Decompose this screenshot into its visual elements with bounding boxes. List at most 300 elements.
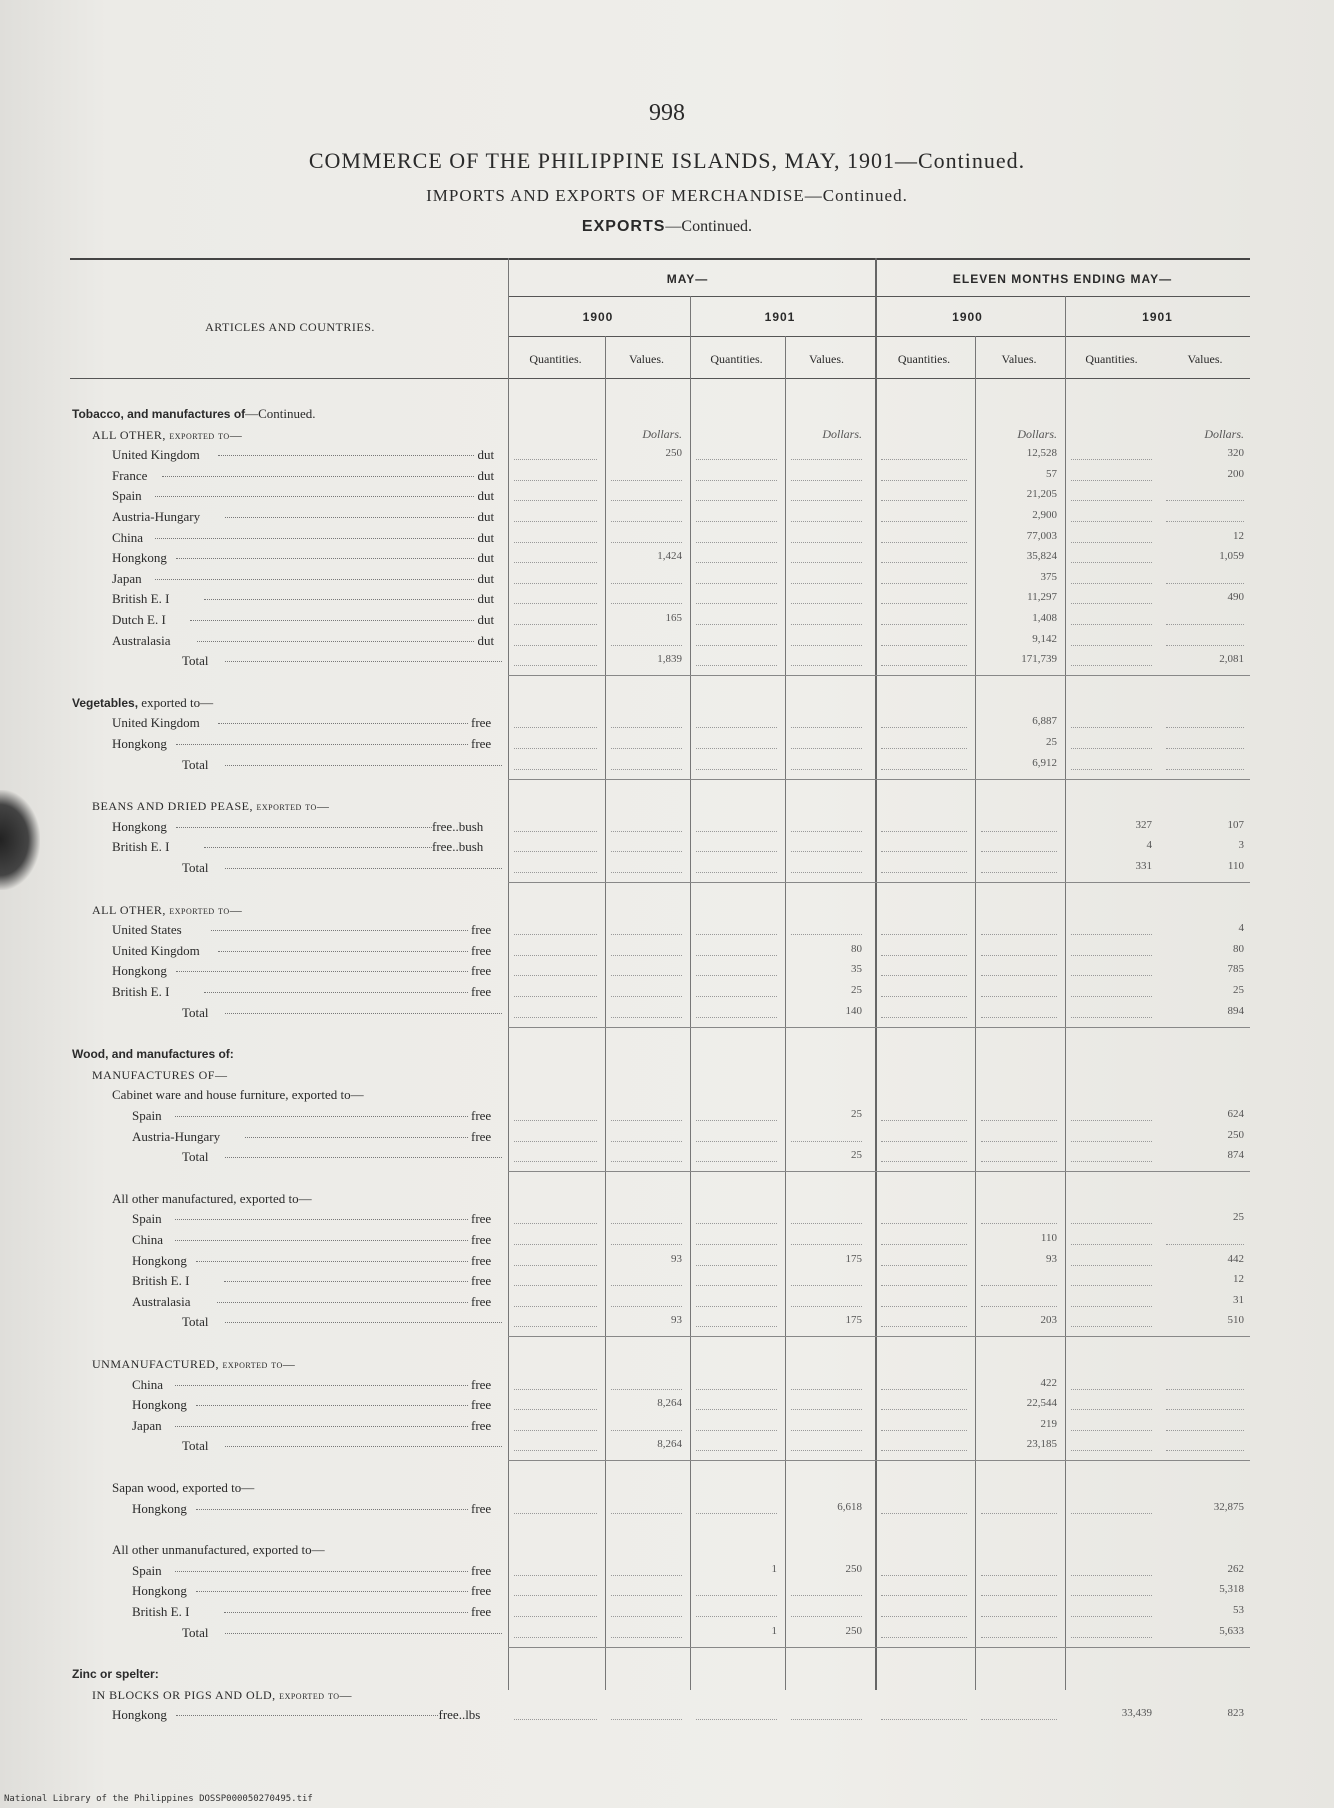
cell-leader-dots [696, 1719, 777, 1720]
table-cell: 1,408 [1032, 612, 1057, 624]
cell-leader-dots [696, 1430, 777, 1431]
row-label: British E. I [112, 591, 170, 607]
table-row [72, 920, 1252, 940]
cell-leader-dots [791, 1285, 862, 1286]
row-unit: dut [477, 488, 495, 504]
row-label-suffix: exported to— [138, 694, 214, 710]
cell-leader-dots [1071, 1265, 1152, 1266]
row-unit: free [471, 1232, 492, 1247]
row-label: China [132, 1376, 164, 1392]
row-unit: free [471, 736, 492, 751]
cell-leader-dots [611, 1017, 682, 1018]
row-unit: free [471, 1211, 492, 1227]
cell-leader-dots [514, 1409, 597, 1410]
table-cell: 140 [845, 1004, 862, 1017]
cell-leader-dots [514, 1389, 597, 1390]
cell-leader-dots [696, 1141, 777, 1142]
cell-leader-dots [881, 1120, 967, 1121]
cell-leader-dots [696, 1017, 777, 1018]
row-label: Sapan wood, exported to— [112, 1480, 255, 1495]
cell-leader-dots [696, 996, 777, 997]
table-row [72, 1065, 1252, 1085]
row-unit: free [471, 1376, 492, 1392]
table-row [72, 1044, 1252, 1064]
table-row [72, 734, 1252, 754]
cell-leader-dots [696, 1389, 777, 1390]
row-label: Spain [112, 488, 142, 504]
leader-dots [176, 1715, 438, 1716]
cell-leader-dots [881, 996, 967, 997]
cell-leader-dots [611, 872, 682, 873]
table-cell: 200 [1227, 467, 1244, 480]
table-cell: 175 [845, 1252, 862, 1265]
cell-leader-dots [696, 831, 777, 832]
leader-dots [218, 455, 474, 456]
cell-leader-dots [1166, 727, 1244, 728]
row-label: ALL OTHER, exported to— [92, 427, 243, 442]
table-cell: 262 [1227, 1562, 1244, 1575]
cell-leader-dots [611, 1244, 682, 1245]
table-cell: 320 [1227, 447, 1244, 460]
cell-leader-dots [881, 769, 967, 770]
total-rule [508, 1336, 1250, 1337]
header-year-1: 1900 [582, 310, 614, 324]
cell-leader-dots [1166, 1244, 1244, 1245]
cell-leader-dots [514, 1326, 597, 1327]
table-row [72, 1106, 1252, 1126]
leader-dots [155, 579, 474, 580]
table-cell: 25 [1233, 984, 1244, 996]
header-eleven-months: ELEVEN MONTHS ENDING MAY— [952, 272, 1173, 286]
cell-leader-dots [611, 1430, 682, 1431]
cell-leader-dots [514, 1575, 597, 1576]
leader-dots [175, 1426, 468, 1427]
table-row [72, 631, 1252, 651]
cell-leader-dots [1166, 645, 1244, 646]
table-cell: 6,618 [837, 1500, 862, 1513]
row-unit: free..lbs [438, 1707, 481, 1723]
row-label: Total [182, 860, 209, 875]
leader-dots [197, 641, 474, 642]
row-unit: free [471, 1128, 492, 1144]
cell-leader-dots [611, 955, 682, 956]
cell-leader-dots [981, 1223, 1057, 1224]
row-label: UNMANUFACTURED, exported to— [92, 1357, 296, 1371]
row-label: Australasia [132, 1293, 191, 1309]
leader-dots [196, 1261, 468, 1262]
cell-leader-dots [611, 1120, 682, 1121]
row-label: ALL OTHER, exported to— [92, 902, 243, 917]
table-row [72, 796, 1252, 816]
table-cell: 165 [665, 612, 682, 624]
cell-leader-dots [696, 645, 777, 646]
cell-leader-dots [514, 603, 597, 604]
table-cell: 12,528 [1026, 447, 1057, 460]
cell-leader-dots [696, 1450, 777, 1451]
table-row [72, 1375, 1252, 1395]
table-cell: 250 [845, 1562, 862, 1575]
cell-leader-dots [514, 624, 597, 625]
column-header: Values. [1001, 352, 1037, 366]
cell-leader-dots [881, 1719, 967, 1720]
leader-dots [218, 723, 468, 724]
table-row [72, 1499, 1252, 1519]
cell-leader-dots [791, 1244, 862, 1245]
table-cell: 25 [1233, 1211, 1244, 1224]
cell-leader-dots [696, 1161, 777, 1162]
cell-leader-dots [696, 583, 777, 584]
cell-leader-dots [981, 1120, 1057, 1121]
row-unit: free..bush [432, 839, 484, 855]
cell-leader-dots [981, 1285, 1057, 1286]
cell-leader-dots [611, 1637, 682, 1638]
cell-leader-dots [514, 934, 597, 935]
leader-dots [224, 1612, 468, 1613]
cell-leader-dots [696, 851, 777, 852]
cell-leader-dots [514, 975, 597, 976]
cell-leader-dots [514, 645, 597, 646]
cell-leader-dots [1071, 645, 1152, 646]
cell-leader-dots [881, 1223, 967, 1224]
cell-leader-dots [1071, 955, 1152, 956]
header-articles: ARTICLES AND COUNTRIES. [205, 320, 375, 334]
cell-leader-dots [881, 1244, 967, 1245]
leader-dots [225, 1446, 502, 1447]
row-label: Total [182, 1624, 209, 1640]
row-unit: free [471, 1397, 492, 1413]
table-row [72, 900, 1252, 920]
table-row [72, 1664, 1252, 1684]
cell-leader-dots [1071, 1120, 1152, 1121]
leader-dots [155, 496, 474, 497]
cell-leader-dots [514, 542, 597, 543]
table-cell: 1,059 [1219, 550, 1244, 563]
table-top-rule [70, 258, 1250, 260]
table-cell: 250 [845, 1624, 862, 1637]
table-row [72, 1581, 1252, 1601]
cell-leader-dots [791, 500, 862, 501]
cell-leader-dots [881, 665, 967, 666]
cell-leader-dots [611, 1616, 682, 1617]
table-cell: 33,439 [1121, 1707, 1152, 1720]
cell-leader-dots [514, 1595, 597, 1596]
cell-leader-dots [1166, 1450, 1244, 1451]
row-label: United Kingdom [112, 715, 200, 731]
table-row [72, 1085, 1252, 1105]
cell-leader-dots [1071, 1389, 1152, 1390]
row-label: British E. I [112, 839, 170, 855]
cell-leader-dots [1071, 1161, 1152, 1162]
cell-leader-dots [881, 1265, 967, 1266]
table-cell: 823 [1227, 1707, 1244, 1720]
cell-leader-dots [881, 1409, 967, 1410]
cell-leader-dots [1071, 480, 1152, 481]
cell-leader-dots [611, 934, 682, 935]
cell-leader-dots [1071, 1223, 1152, 1224]
row-label: Total [182, 1004, 209, 1020]
cell-leader-dots [881, 1306, 967, 1307]
cell-leader-dots [514, 769, 597, 770]
cell-leader-dots [981, 1513, 1057, 1514]
row-label: China [112, 529, 144, 545]
cell-leader-dots [981, 851, 1057, 852]
row-label: Total [182, 1314, 209, 1330]
cell-leader-dots [696, 500, 777, 501]
header-year-4: 1901 [1142, 310, 1173, 324]
cell-leader-dots [791, 1595, 862, 1596]
row-unit: free [471, 1293, 492, 1309]
cell-leader-dots [696, 624, 777, 625]
leader-dots [224, 1281, 468, 1282]
table-cell: Dollars. [1204, 426, 1244, 441]
cell-leader-dots [1071, 1616, 1152, 1617]
table-cell: 25 [851, 984, 862, 996]
cell-leader-dots [791, 1719, 862, 1720]
cell-leader-dots [611, 1161, 682, 1162]
table-cell: 32,875 [1213, 1500, 1244, 1513]
cell-leader-dots [514, 1223, 597, 1224]
table-row [72, 1209, 1252, 1229]
cell-leader-dots [514, 1265, 597, 1266]
table-cell: 1 [771, 1624, 777, 1637]
column-header: Quantities. [529, 352, 582, 366]
row-unit: free [471, 922, 492, 938]
cell-leader-dots [514, 955, 597, 956]
cell-leader-dots [881, 583, 967, 584]
cell-leader-dots [696, 562, 777, 563]
row-unit: dut [477, 570, 495, 586]
cell-leader-dots [881, 1637, 967, 1638]
table-total-row [72, 755, 1252, 775]
cell-leader-dots [1071, 1450, 1152, 1451]
table-row [72, 1478, 1252, 1498]
leader-dots [175, 1240, 468, 1241]
cell-leader-dots [791, 665, 862, 666]
row-unit: dut [477, 612, 495, 627]
cell-leader-dots [696, 1285, 777, 1286]
table-row [72, 507, 1252, 527]
leader-dots [225, 1322, 502, 1323]
table-cell: 8,264 [657, 1397, 682, 1410]
table-cell: 23,185 [1026, 1438, 1057, 1451]
cell-leader-dots [1071, 934, 1152, 935]
leader-dots [196, 1591, 468, 1592]
cell-leader-dots [696, 975, 777, 976]
cell-leader-dots [881, 1017, 967, 1018]
cell-leader-dots [1166, 1389, 1244, 1390]
row-label: BEANS AND DRIED PEASE, exported to— [92, 799, 330, 814]
table-row [72, 1416, 1252, 1436]
total-rule [508, 882, 1250, 883]
cell-leader-dots [696, 748, 777, 749]
scan-binding-shadow [0, 790, 40, 890]
cell-leader-dots [791, 748, 862, 749]
row-label: United Kingdom [112, 942, 200, 958]
row-label: All other unmanufactured, exported to— [112, 1542, 325, 1558]
cell-leader-dots [981, 996, 1057, 997]
cell-leader-dots [696, 1306, 777, 1307]
row-label: Australasia [112, 632, 171, 648]
cell-leader-dots [791, 1141, 862, 1142]
cell-leader-dots [881, 1450, 967, 1451]
cell-leader-dots [1166, 500, 1244, 501]
cell-leader-dots [1071, 1017, 1152, 1018]
cell-leader-dots [791, 1616, 862, 1617]
cell-leader-dots [881, 1285, 967, 1286]
leader-dots [176, 971, 468, 972]
cell-leader-dots [611, 769, 682, 770]
cell-leader-dots [881, 603, 967, 604]
row-label: Hongkong [112, 736, 167, 751]
row-label: Austria-Hungary [112, 509, 201, 524]
table-cell: 331 [1135, 860, 1152, 872]
cell-leader-dots [981, 975, 1057, 976]
cell-leader-dots [514, 500, 597, 501]
table-row [72, 1189, 1252, 1209]
table-cell: 785 [1227, 963, 1244, 976]
cell-leader-dots [791, 562, 862, 563]
leader-dots [175, 1571, 468, 1572]
cell-leader-dots [1166, 624, 1244, 625]
table-cell: 4 [1238, 922, 1244, 935]
header-year-3: 1900 [952, 310, 983, 324]
cell-leader-dots [696, 1616, 777, 1617]
cell-leader-dots [514, 831, 597, 832]
table-cell: 175 [845, 1314, 862, 1327]
cell-leader-dots [696, 872, 777, 873]
cell-leader-dots [611, 521, 682, 522]
cell-leader-dots [881, 459, 967, 460]
row-unit: free [471, 1562, 492, 1578]
cell-leader-dots [611, 1306, 682, 1307]
cell-leader-dots [611, 1223, 682, 1224]
row-unit: free [471, 1500, 492, 1516]
row-label: IN BLOCKS OR PIGS AND OLD, exported to— [92, 1687, 352, 1702]
leader-dots [204, 992, 468, 993]
scan-footer: National Library of the Philippines DOSSP000050270495.tif [4, 1794, 313, 1804]
table-cell: 3 [1238, 839, 1244, 852]
table-cell: 9,142 [1032, 632, 1057, 645]
table-cell: 2,081 [1219, 653, 1244, 666]
row-label: Hongkong [132, 1500, 187, 1516]
cell-leader-dots [696, 521, 777, 522]
row-label: Spain [132, 1211, 162, 1227]
row-unit: free [471, 963, 492, 979]
cell-leader-dots [881, 500, 967, 501]
row-label: China [132, 1232, 164, 1247]
table-row [72, 1292, 1252, 1312]
header-rule-2 [508, 336, 1250, 337]
row-label: Vegetables, exported to— [72, 694, 214, 710]
leader-dots [162, 476, 474, 477]
cell-leader-dots [611, 831, 682, 832]
table-cell: 31 [1233, 1293, 1244, 1306]
cell-leader-dots [881, 1430, 967, 1431]
header-year-2: 1901 [764, 310, 796, 324]
column-header: Quantities. [897, 352, 951, 366]
row-label: Total [182, 756, 209, 772]
cell-leader-dots [1071, 542, 1152, 543]
cell-leader-dots [881, 934, 967, 935]
cell-leader-dots [1071, 1409, 1152, 1410]
cell-leader-dots [881, 645, 967, 646]
cell-leader-dots [1071, 1575, 1152, 1576]
row-unit: free [471, 1252, 492, 1268]
leader-dots [225, 517, 474, 518]
table-row [72, 961, 1252, 981]
leader-dots [175, 1385, 468, 1386]
table-cell: 250 [1227, 1128, 1244, 1141]
cell-leader-dots [611, 1575, 682, 1576]
row-label: Spain [132, 1562, 162, 1578]
row-label: Wood, and manufactures of: [72, 1047, 234, 1062]
cell-leader-dots [791, 1430, 862, 1431]
row-unit: dut [477, 591, 495, 607]
table-cell: 110 [1040, 1232, 1057, 1244]
cell-leader-dots [514, 583, 597, 584]
cell-leader-dots [981, 1595, 1057, 1596]
cell-leader-dots [1166, 1409, 1244, 1410]
table-row [72, 1602, 1252, 1622]
header-rule-1 [508, 296, 1250, 297]
cell-leader-dots [696, 480, 777, 481]
cell-leader-dots [611, 1719, 682, 1720]
cell-leader-dots [611, 727, 682, 728]
row-label: British E. I [132, 1273, 190, 1289]
table-cell: 4 [1146, 839, 1152, 852]
table-row [72, 693, 1252, 713]
table-cell: Dollars. [1017, 426, 1057, 441]
leader-dots [245, 1137, 468, 1138]
row-label: Spain [132, 1108, 162, 1123]
cell-leader-dots [881, 1389, 967, 1390]
cell-leader-dots [696, 1265, 777, 1266]
leader-dots [211, 930, 468, 931]
cell-leader-dots [981, 1141, 1057, 1142]
cell-leader-dots [514, 1637, 597, 1638]
cell-leader-dots [696, 955, 777, 956]
table-cell: 22,544 [1026, 1397, 1057, 1410]
cell-leader-dots [514, 748, 597, 749]
cell-leader-dots [981, 1616, 1057, 1617]
table-cell: 93 [1046, 1252, 1057, 1265]
cell-leader-dots [1166, 583, 1244, 584]
table-row [72, 589, 1252, 609]
cell-leader-dots [611, 500, 682, 501]
table-cell: 219 [1040, 1417, 1057, 1430]
cell-leader-dots [1071, 1141, 1152, 1142]
cell-leader-dots [981, 1637, 1057, 1638]
leader-dots [225, 1157, 502, 1158]
cell-leader-dots [611, 603, 682, 604]
cell-leader-dots [791, 542, 862, 543]
table-cell: 8,264 [657, 1438, 682, 1451]
row-label: Total [182, 1149, 209, 1165]
row-label: United States [112, 922, 182, 938]
row-label: Tobacco, and manufactures of—Continued. [72, 406, 316, 421]
cell-leader-dots [1071, 583, 1152, 584]
table-cell: 1,424 [657, 550, 682, 563]
cell-leader-dots [611, 645, 682, 646]
leader-dots [155, 538, 474, 539]
cell-leader-dots [696, 727, 777, 728]
row-unit: free [471, 1417, 492, 1433]
cell-leader-dots [611, 1595, 682, 1596]
table-row [72, 1354, 1252, 1374]
cell-leader-dots [696, 1326, 777, 1327]
leader-dots [196, 1405, 468, 1406]
table-cell: 107 [1227, 818, 1244, 831]
